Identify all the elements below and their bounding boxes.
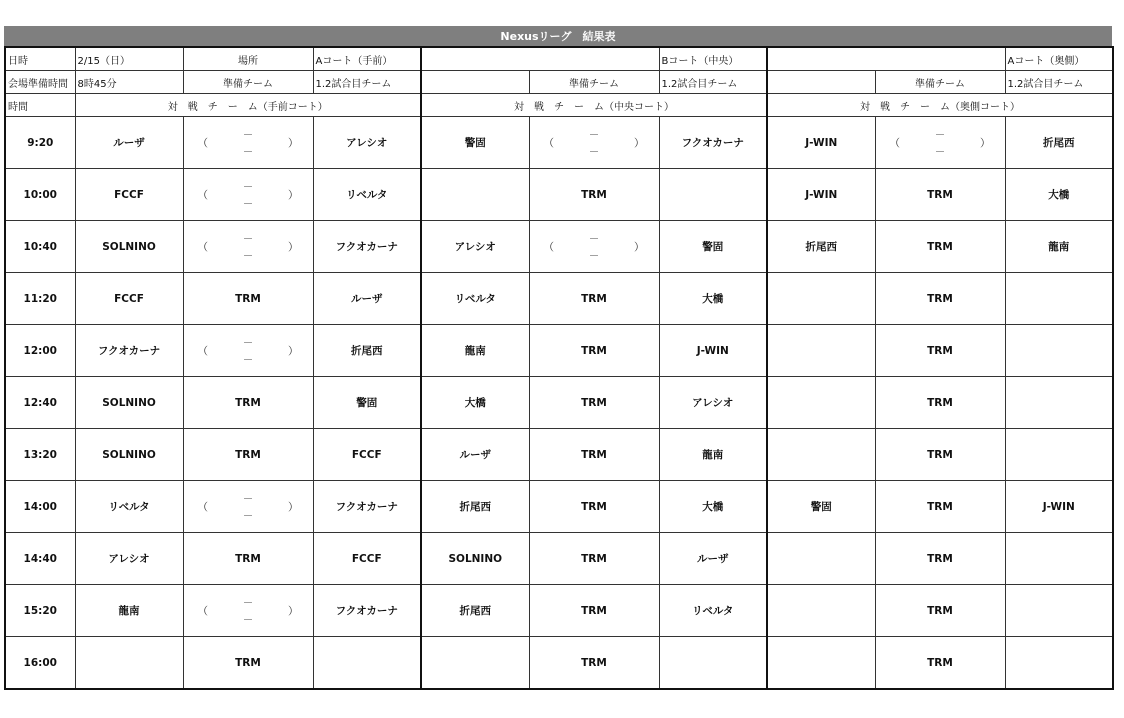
prep-time: 8時45分 (75, 71, 183, 94)
score-box (186, 329, 311, 373)
team-right: フクオカーナ (659, 117, 767, 169)
team-left (767, 637, 875, 690)
paren-open: （ (197, 605, 208, 617)
team-left (75, 637, 183, 690)
date-value: 2/15（日） (75, 47, 183, 71)
team-left: 折尾西 (421, 481, 529, 533)
team-right: 折尾西 (1005, 117, 1113, 169)
team-right: FCCF (313, 533, 421, 585)
score-box (186, 225, 311, 269)
match-status: TRM (183, 637, 313, 690)
team-left (421, 637, 529, 690)
team-right (1005, 273, 1113, 325)
team-left: ルーザ (421, 429, 529, 481)
score-dash: － (588, 128, 600, 141)
score-box (186, 485, 311, 529)
team-left: 折尾西 (767, 221, 875, 273)
slot-time: 10:40 (5, 221, 75, 273)
paren-close: ） (288, 501, 299, 513)
score-dash: － (242, 197, 254, 210)
team-right (1005, 377, 1113, 429)
team-right: ルーザ (313, 273, 421, 325)
team-right: 折尾西 (313, 325, 421, 377)
team-left: J-WIN (767, 169, 875, 221)
second-game-label: 1.2試合目チーム (313, 71, 421, 94)
team-left (421, 169, 529, 221)
paren-open: （ (197, 189, 208, 201)
team-right: J-WIN (659, 325, 767, 377)
score-box (186, 173, 311, 217)
score-dash: － (934, 145, 946, 158)
match-result (183, 221, 313, 273)
score-dash: － (242, 613, 254, 626)
team-left: FCCF (75, 169, 183, 221)
score-dash: － (588, 232, 600, 245)
score-dash: － (242, 596, 254, 609)
team-left (767, 273, 875, 325)
match-row (5, 533, 1113, 585)
team-left (767, 585, 875, 637)
team-left: SOLNINO (75, 429, 183, 481)
match-row (5, 325, 1113, 377)
team-left: フクオカーナ (75, 325, 183, 377)
slot-time: 9:20 (5, 117, 75, 169)
team-right: 警固 (313, 377, 421, 429)
prep-label: 会場準備時間 (5, 71, 75, 94)
team-left: アレシオ (75, 533, 183, 585)
team-left: 大橋 (421, 377, 529, 429)
match-status: TRM (529, 377, 659, 429)
match-status: TRM (875, 325, 1005, 377)
court-a-name: Aコート（手前） (313, 47, 421, 71)
paren-close: ） (634, 241, 645, 253)
paren-close: ） (288, 241, 299, 253)
match-result (183, 169, 313, 221)
empty-cell (421, 71, 529, 94)
paren-close: ） (288, 189, 299, 201)
results-sheet (4, 26, 1112, 690)
prep-team-label: 準備チーム (875, 71, 1005, 94)
match-status: TRM (529, 585, 659, 637)
match-status: TRM (875, 481, 1005, 533)
match-row (5, 637, 1113, 690)
score-dash: － (242, 128, 254, 141)
empty-cell (875, 47, 1005, 71)
team-right: フクオカーナ (313, 481, 421, 533)
paren-open: （ (197, 501, 208, 513)
team-left: J-WIN (767, 117, 875, 169)
match-status: TRM (529, 637, 659, 690)
team-right (659, 169, 767, 221)
prep-team-label: 準備チーム (529, 71, 659, 94)
team-right (1005, 637, 1113, 690)
team-left: 龍南 (75, 585, 183, 637)
slot-time: 14:00 (5, 481, 75, 533)
score-dash: － (242, 232, 254, 245)
team-left: 警固 (421, 117, 529, 169)
court-b-name: Bコート（中央） (659, 47, 767, 71)
score-dash: － (588, 145, 600, 158)
court-b-header: 対 戦 チ ー ム（中央コート） (421, 94, 767, 117)
team-right: J-WIN (1005, 481, 1113, 533)
empty-cell (529, 47, 659, 71)
score-dash: － (242, 353, 254, 366)
score-box (532, 225, 657, 269)
match-status: TRM (529, 533, 659, 585)
match-result (183, 481, 313, 533)
date-label: 日時 (5, 47, 75, 71)
match-result (529, 117, 659, 169)
court-c-header: 対 戦 チ ー ム（奥側コート） (767, 94, 1113, 117)
court-c-name: Aコート（奥側） (1005, 47, 1113, 71)
second-game-label: 1.2試合目チーム (1005, 71, 1113, 94)
slot-time: 10:00 (5, 169, 75, 221)
team-right: FCCF (313, 429, 421, 481)
score-dash: － (242, 336, 254, 349)
match-status: TRM (529, 273, 659, 325)
match-row (5, 585, 1113, 637)
team-right: フクオカーナ (313, 585, 421, 637)
second-game-label: 1.2試合目チーム (659, 71, 767, 94)
team-left: リベルタ (75, 481, 183, 533)
team-left: 警固 (767, 481, 875, 533)
team-right (1005, 585, 1113, 637)
match-status: TRM (875, 429, 1005, 481)
score-dash: － (934, 128, 946, 141)
match-status: TRM (875, 169, 1005, 221)
team-right: ルーザ (659, 533, 767, 585)
match-row (5, 377, 1113, 429)
paren-open: （ (543, 137, 554, 149)
paren-open: （ (543, 241, 554, 253)
team-left: SOLNINO (75, 221, 183, 273)
team-right: 大橋 (659, 273, 767, 325)
match-result (183, 117, 313, 169)
paren-close: ） (288, 345, 299, 357)
team-right: フクオカーナ (313, 221, 421, 273)
team-right: 大橋 (1005, 169, 1113, 221)
paren-open: （ (197, 137, 208, 149)
match-status: TRM (875, 533, 1005, 585)
match-status: TRM (875, 273, 1005, 325)
score-box (186, 121, 311, 165)
match-status: TRM (529, 325, 659, 377)
team-left: リベルタ (421, 273, 529, 325)
prep-row (5, 71, 1113, 94)
paren-close: ） (288, 137, 299, 149)
team-left: 折尾西 (421, 585, 529, 637)
paren-open: （ (889, 137, 900, 149)
team-right: リベルタ (659, 585, 767, 637)
match-row (5, 481, 1113, 533)
slot-time: 14:40 (5, 533, 75, 585)
team-left (767, 533, 875, 585)
team-left: FCCF (75, 273, 183, 325)
match-status: TRM (183, 377, 313, 429)
score-dash: － (242, 145, 254, 158)
team-left: アレシオ (421, 221, 529, 273)
date-row (5, 47, 1113, 71)
team-right: アレシオ (313, 117, 421, 169)
score-dash: － (588, 249, 600, 262)
team-left: 龍南 (421, 325, 529, 377)
match-status: TRM (183, 429, 313, 481)
score-dash: － (242, 249, 254, 262)
score-dash: － (242, 509, 254, 522)
court-a-header: 対 戦 チ ー ム（手前コート） (75, 94, 421, 117)
score-box (532, 121, 657, 165)
match-status: TRM (875, 221, 1005, 273)
match-status: TRM (183, 533, 313, 585)
team-right (659, 637, 767, 690)
team-right (1005, 429, 1113, 481)
match-status: TRM (183, 273, 313, 325)
team-right (313, 637, 421, 690)
team-left (767, 429, 875, 481)
score-dash: － (242, 180, 254, 193)
team-right (1005, 325, 1113, 377)
score-box (878, 121, 1003, 165)
team-right: アレシオ (659, 377, 767, 429)
slot-time: 12:00 (5, 325, 75, 377)
team-right (1005, 533, 1113, 585)
match-row (5, 429, 1113, 481)
match-status: TRM (875, 377, 1005, 429)
match-status: TRM (529, 481, 659, 533)
team-right: 警固 (659, 221, 767, 273)
match-status: TRM (875, 585, 1005, 637)
match-result (183, 585, 313, 637)
column-header-row (5, 94, 1113, 117)
paren-close: ） (634, 137, 645, 149)
empty-cell (767, 47, 875, 71)
slot-time: 13:20 (5, 429, 75, 481)
match-result (875, 117, 1005, 169)
results-table (4, 46, 1114, 690)
team-right: 龍南 (659, 429, 767, 481)
paren-close: ） (288, 605, 299, 617)
match-status: TRM (529, 169, 659, 221)
place-label: 場所 (183, 47, 313, 71)
sheet-title: Nexusリーグ 結果表 (4, 26, 1112, 46)
team-right: リベルタ (313, 169, 421, 221)
match-status: TRM (529, 429, 659, 481)
team-left: ルーザ (75, 117, 183, 169)
team-left: SOLNINO (421, 533, 529, 585)
slot-time: 15:20 (5, 585, 75, 637)
empty-cell (767, 71, 875, 94)
match-row (5, 221, 1113, 273)
slot-time: 16:00 (5, 637, 75, 690)
match-status: TRM (875, 637, 1005, 690)
match-row (5, 117, 1113, 169)
score-box (186, 589, 311, 633)
time-header: 時間 (5, 94, 75, 117)
slot-time: 11:20 (5, 273, 75, 325)
team-right: 龍南 (1005, 221, 1113, 273)
prep-team-label: 準備チーム (183, 71, 313, 94)
paren-open: （ (197, 241, 208, 253)
team-left (767, 377, 875, 429)
match-result (183, 325, 313, 377)
match-result (529, 221, 659, 273)
paren-open: （ (197, 345, 208, 357)
team-left: SOLNINO (75, 377, 183, 429)
slot-time: 12:40 (5, 377, 75, 429)
match-row (5, 169, 1113, 221)
team-right: 大橋 (659, 481, 767, 533)
score-dash: － (242, 492, 254, 505)
team-left (767, 325, 875, 377)
empty-cell (421, 47, 529, 71)
match-row (5, 273, 1113, 325)
paren-close: ） (980, 137, 991, 149)
